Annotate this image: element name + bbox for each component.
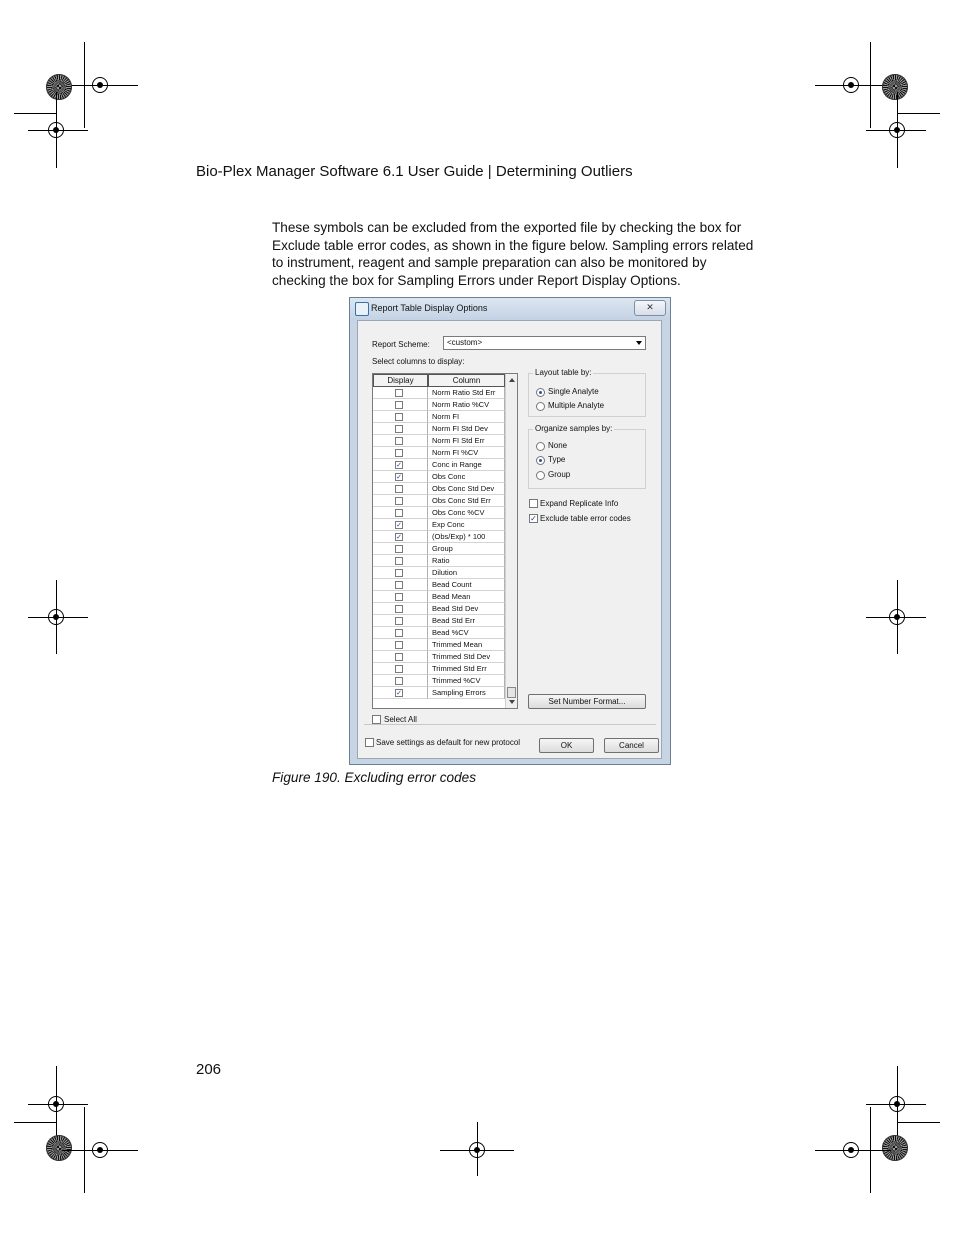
type-label: Type (548, 455, 566, 464)
display-checkbox[interactable] (395, 617, 403, 625)
column-name-cell: Obs Conc %CV (428, 507, 505, 519)
display-checkbox[interactable] (395, 605, 403, 613)
display-checkbox[interactable]: ✓ (396, 522, 402, 529)
column-name-cell: Dilution (428, 567, 505, 579)
table-row[interactable] (373, 435, 505, 447)
table-row[interactable] (373, 459, 505, 471)
display-checkbox[interactable]: ✓ (396, 690, 402, 697)
expand-replicate-label: Expand Replicate Info (540, 499, 619, 508)
display-checkbox[interactable] (395, 449, 403, 457)
body-paragraph (272, 219, 762, 289)
display-cell (373, 423, 428, 435)
display-cell (373, 603, 428, 615)
grid-header (373, 374, 505, 387)
column-name-cell: Bead Mean (428, 591, 505, 603)
table-row[interactable] (373, 591, 505, 603)
single-analyte-radio[interactable] (536, 388, 545, 397)
report-scheme-label: Report Scheme: (372, 340, 430, 349)
display-checkbox[interactable]: ✓ (396, 474, 402, 481)
column-name-cell: Norm FI (428, 411, 505, 423)
column-name-cell: Trimmed Mean (428, 639, 505, 651)
display-checkbox[interactable] (395, 437, 403, 445)
exclude-error-codes-label: Exclude table error codes (540, 514, 631, 523)
display-checkbox[interactable] (395, 557, 403, 565)
save-default-label: Save settings as default for new protocol (376, 738, 521, 747)
grid-scrollbar[interactable] (505, 374, 518, 708)
ok-button[interactable]: OK (539, 738, 594, 753)
column-name-cell: Obs Conc (428, 471, 505, 483)
display-checkbox[interactable] (395, 413, 403, 421)
display-checkbox[interactable] (395, 677, 403, 685)
layout-table-group (528, 368, 646, 417)
column-name-cell: Ratio (428, 555, 505, 567)
none-label: None (548, 441, 568, 450)
table-row[interactable] (373, 543, 505, 555)
organize-samples-label: Organize samples by: (535, 424, 613, 433)
group-radio[interactable] (536, 471, 545, 480)
expand-replicate-checkbox[interactable] (529, 499, 538, 508)
report-scheme-value: <custom> (447, 338, 483, 347)
running-header: Bio-Plex Manager Software 6.1 User Guide | Determining Outliers (196, 163, 633, 180)
display-cell (373, 507, 428, 519)
page-number: 206 (196, 1061, 222, 1078)
chevron-down-icon (636, 341, 642, 345)
table-row[interactable] (373, 567, 505, 579)
column-name-cell: Bead Std Err (428, 615, 505, 627)
column-column-header[interactable]: Column (428, 374, 505, 387)
separator (364, 724, 656, 725)
table-row[interactable] (373, 495, 505, 507)
report-table-display-options-dialog (349, 297, 671, 765)
multiple-analyte-radio[interactable] (536, 402, 545, 411)
display-cell (373, 483, 428, 495)
column-name-cell: Sampling Errors (428, 687, 505, 699)
display-checkbox[interactable] (395, 389, 403, 397)
table-row[interactable] (373, 507, 505, 519)
display-cell (373, 651, 428, 663)
column-name-cell: Obs Conc Std Err (428, 495, 505, 507)
display-cell (373, 543, 428, 555)
exclude-error-codes-checkbox[interactable]: ✓ (530, 514, 537, 523)
table-row[interactable] (373, 447, 505, 459)
table-row[interactable] (373, 639, 505, 651)
table-row[interactable] (373, 675, 505, 687)
cancel-button[interactable]: Cancel (604, 738, 659, 753)
select-all-checkbox[interactable] (372, 715, 381, 724)
body-paragraph-text: These symbols can be excluded from the exported file by checking the box for Exclude table error codes, as shown in the figure below. Sampling errors related to instrument, reagent and sample preparation can also be monitored by checking the box for Sampling Errors under Report Display Options. (272, 220, 754, 288)
display-checkbox[interactable] (395, 401, 403, 409)
display-cell (373, 459, 428, 471)
table-row[interactable] (373, 615, 505, 627)
display-cell (373, 531, 428, 543)
display-cell (373, 687, 428, 699)
table-row[interactable] (373, 423, 505, 435)
display-column-header[interactable]: Display (373, 374, 428, 387)
display-cell (373, 639, 428, 651)
display-checkbox[interactable] (395, 497, 403, 505)
single-analyte-label: Single Analyte (548, 387, 599, 396)
table-row[interactable] (373, 627, 505, 639)
column-name-cell: Obs Conc Std Dev (428, 483, 505, 495)
column-name-cell: Trimmed %CV (428, 675, 505, 687)
display-checkbox[interactable] (395, 509, 403, 517)
display-cell (373, 555, 428, 567)
display-cell (373, 399, 428, 411)
column-name-cell: Norm FI Std Dev (428, 423, 505, 435)
select-all-label: Select All (384, 715, 417, 724)
layout-table-label: Layout table by: (535, 368, 592, 377)
display-checkbox[interactable]: ✓ (396, 462, 402, 469)
display-cell (373, 411, 428, 423)
table-row[interactable] (373, 483, 505, 495)
column-name-cell: Norm Ratio %CV (428, 399, 505, 411)
column-name-cell: Bead Std Dev (428, 603, 505, 615)
scroll-thumb[interactable] (507, 687, 516, 698)
table-row[interactable] (373, 471, 505, 483)
table-row[interactable] (373, 663, 505, 675)
column-name-cell: Exp Conc (428, 519, 505, 531)
table-row[interactable] (373, 555, 505, 567)
report-scheme-select[interactable] (443, 336, 646, 350)
table-row[interactable] (373, 651, 505, 663)
dialog-client-area (357, 320, 662, 759)
display-checkbox[interactable] (395, 629, 403, 637)
display-checkbox[interactable] (395, 641, 403, 649)
display-cell (373, 567, 428, 579)
display-cell (373, 447, 428, 459)
table-row[interactable] (373, 411, 505, 423)
column-name-cell: Trimmed Std Dev (428, 651, 505, 663)
display-cell (373, 471, 428, 483)
column-name-cell: Norm FI Std Err (428, 435, 505, 447)
dialog-title: Report Table Display Options (371, 303, 488, 313)
none-radio[interactable] (536, 442, 545, 451)
table-row[interactable] (373, 519, 505, 531)
display-cell (373, 519, 428, 531)
column-name-cell: Bead %CV (428, 627, 505, 639)
scroll-down-icon[interactable] (509, 700, 515, 704)
select-columns-label: Select columns to display: (372, 357, 465, 366)
close-button[interactable]: ✕ (634, 300, 666, 316)
column-name-cell: Norm Ratio Std Err (428, 387, 505, 399)
type-radio[interactable] (536, 456, 545, 465)
table-row[interactable] (373, 387, 505, 399)
column-name-cell: Conc in Range (428, 459, 505, 471)
column-name-cell: (Obs/Exp) * 100 (428, 531, 505, 543)
display-cell (373, 663, 428, 675)
display-cell (373, 435, 428, 447)
app-icon (355, 302, 369, 316)
display-checkbox[interactable] (395, 545, 403, 553)
column-name-cell: Group (428, 543, 505, 555)
table-row[interactable] (373, 399, 505, 411)
display-cell (373, 615, 428, 627)
display-cell (373, 591, 428, 603)
dialog-titlebar (350, 298, 670, 320)
display-checkbox[interactable] (395, 569, 403, 577)
display-checkbox[interactable] (395, 653, 403, 661)
column-name-cell: Norm FI %CV (428, 447, 505, 459)
table-row[interactable] (373, 531, 505, 543)
display-checkbox[interactable]: ✓ (396, 534, 402, 541)
group-label: Group (548, 470, 571, 479)
columns-grid (372, 373, 518, 709)
organize-samples-group (528, 424, 646, 489)
scroll-up-icon[interactable] (509, 378, 515, 382)
column-name-cell: Bead Count (428, 579, 505, 591)
display-checkbox[interactable] (395, 425, 403, 433)
display-cell (373, 627, 428, 639)
table-row[interactable] (373, 687, 505, 699)
display-checkbox[interactable] (395, 665, 403, 673)
display-cell (373, 495, 428, 507)
display-cell (373, 579, 428, 591)
table-row[interactable] (373, 579, 505, 591)
figure-caption: Figure 190. Excluding error codes (272, 770, 477, 785)
multiple-analyte-label: Multiple Analyte (548, 401, 605, 410)
table-row[interactable] (373, 603, 505, 615)
save-default-checkbox[interactable] (365, 738, 374, 747)
display-checkbox[interactable] (395, 593, 403, 601)
display-cell (373, 387, 428, 399)
display-cell (373, 675, 428, 687)
set-number-format-button[interactable]: Set Number Format... (528, 694, 646, 709)
display-checkbox[interactable] (395, 485, 403, 493)
display-checkbox[interactable] (395, 581, 403, 589)
column-name-cell: Trimmed Std Err (428, 663, 505, 675)
